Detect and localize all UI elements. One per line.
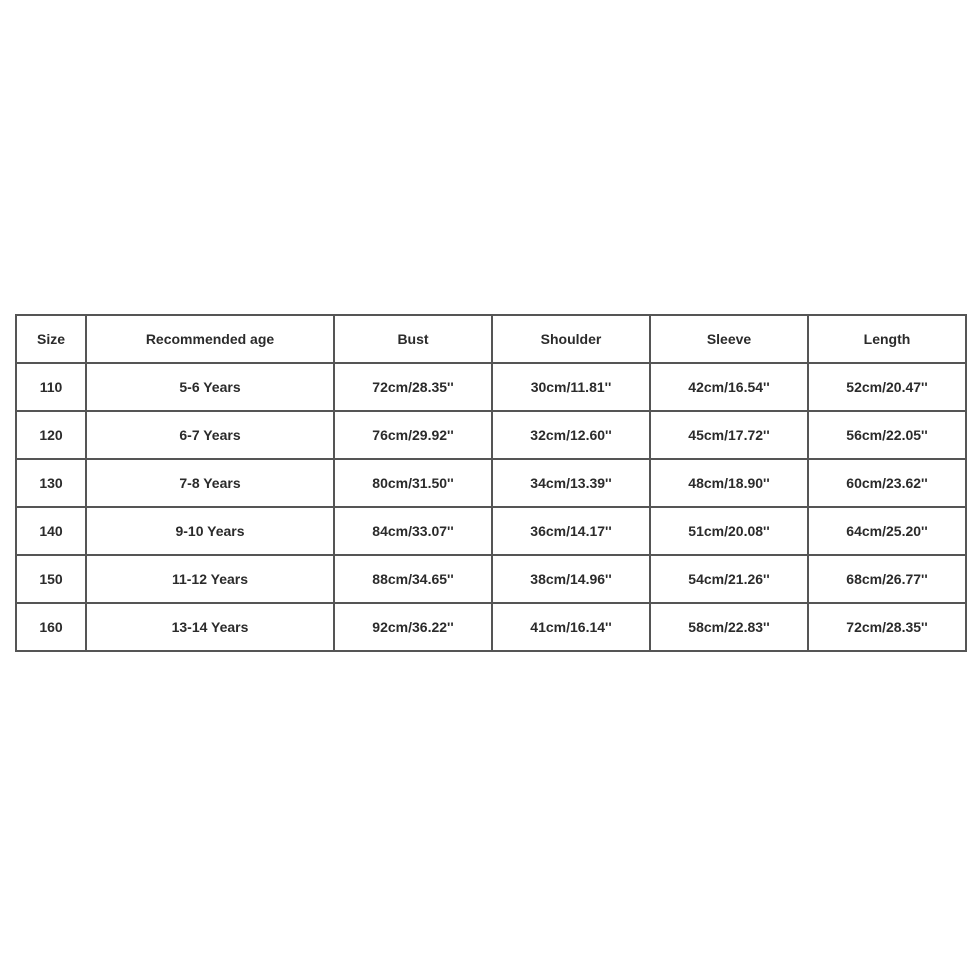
cell-length: 56cm/22.05'' bbox=[808, 411, 966, 459]
cell-bust: 72cm/28.35'' bbox=[334, 363, 492, 411]
header-bust: Bust bbox=[334, 315, 492, 363]
cell-length: 68cm/26.77'' bbox=[808, 555, 966, 603]
cell-shoulder: 38cm/14.96'' bbox=[492, 555, 650, 603]
table-row bbox=[16, 507, 966, 555]
cell-bust: 88cm/34.65'' bbox=[334, 555, 492, 603]
table-row bbox=[16, 363, 966, 411]
cell-size: 140 bbox=[16, 507, 86, 555]
header-shoulder: Shoulder bbox=[492, 315, 650, 363]
cell-sleeve: 48cm/18.90'' bbox=[650, 459, 808, 507]
cell-size: 130 bbox=[16, 459, 86, 507]
table-row bbox=[16, 555, 966, 603]
table-row bbox=[16, 459, 966, 507]
cell-bust: 92cm/36.22'' bbox=[334, 603, 492, 651]
cell-bust: 76cm/29.92'' bbox=[334, 411, 492, 459]
size-chart bbox=[15, 314, 965, 652]
cell-length: 60cm/23.62'' bbox=[808, 459, 966, 507]
table-row bbox=[16, 411, 966, 459]
cell-size: 120 bbox=[16, 411, 86, 459]
cell-recommended-age: 7-8 Years bbox=[86, 459, 334, 507]
cell-size: 150 bbox=[16, 555, 86, 603]
cell-sleeve: 45cm/17.72'' bbox=[650, 411, 808, 459]
cell-sleeve: 54cm/21.26'' bbox=[650, 555, 808, 603]
cell-shoulder: 30cm/11.81'' bbox=[492, 363, 650, 411]
cell-shoulder: 32cm/12.60'' bbox=[492, 411, 650, 459]
cell-bust: 84cm/33.07'' bbox=[334, 507, 492, 555]
table-row bbox=[16, 603, 966, 651]
cell-sleeve: 58cm/22.83'' bbox=[650, 603, 808, 651]
cell-recommended-age: 13-14 Years bbox=[86, 603, 334, 651]
header-sleeve: Sleeve bbox=[650, 315, 808, 363]
cell-recommended-age: 11-12 Years bbox=[86, 555, 334, 603]
cell-length: 64cm/25.20'' bbox=[808, 507, 966, 555]
cell-bust: 80cm/31.50'' bbox=[334, 459, 492, 507]
cell-size: 160 bbox=[16, 603, 86, 651]
cell-size: 110 bbox=[16, 363, 86, 411]
cell-length: 72cm/28.35'' bbox=[808, 603, 966, 651]
cell-recommended-age: 9-10 Years bbox=[86, 507, 334, 555]
cell-sleeve: 51cm/20.08'' bbox=[650, 507, 808, 555]
cell-shoulder: 36cm/14.17'' bbox=[492, 507, 650, 555]
header-size: Size bbox=[16, 315, 86, 363]
cell-length: 52cm/20.47'' bbox=[808, 363, 966, 411]
table-header-row bbox=[16, 315, 966, 363]
header-recommended-age: Recommended age bbox=[86, 315, 334, 363]
cell-recommended-age: 5-6 Years bbox=[86, 363, 334, 411]
cell-sleeve: 42cm/16.54'' bbox=[650, 363, 808, 411]
header-length: Length bbox=[808, 315, 966, 363]
cell-shoulder: 34cm/13.39'' bbox=[492, 459, 650, 507]
cell-recommended-age: 6-7 Years bbox=[86, 411, 334, 459]
cell-shoulder: 41cm/16.14'' bbox=[492, 603, 650, 651]
size-table bbox=[15, 314, 967, 652]
